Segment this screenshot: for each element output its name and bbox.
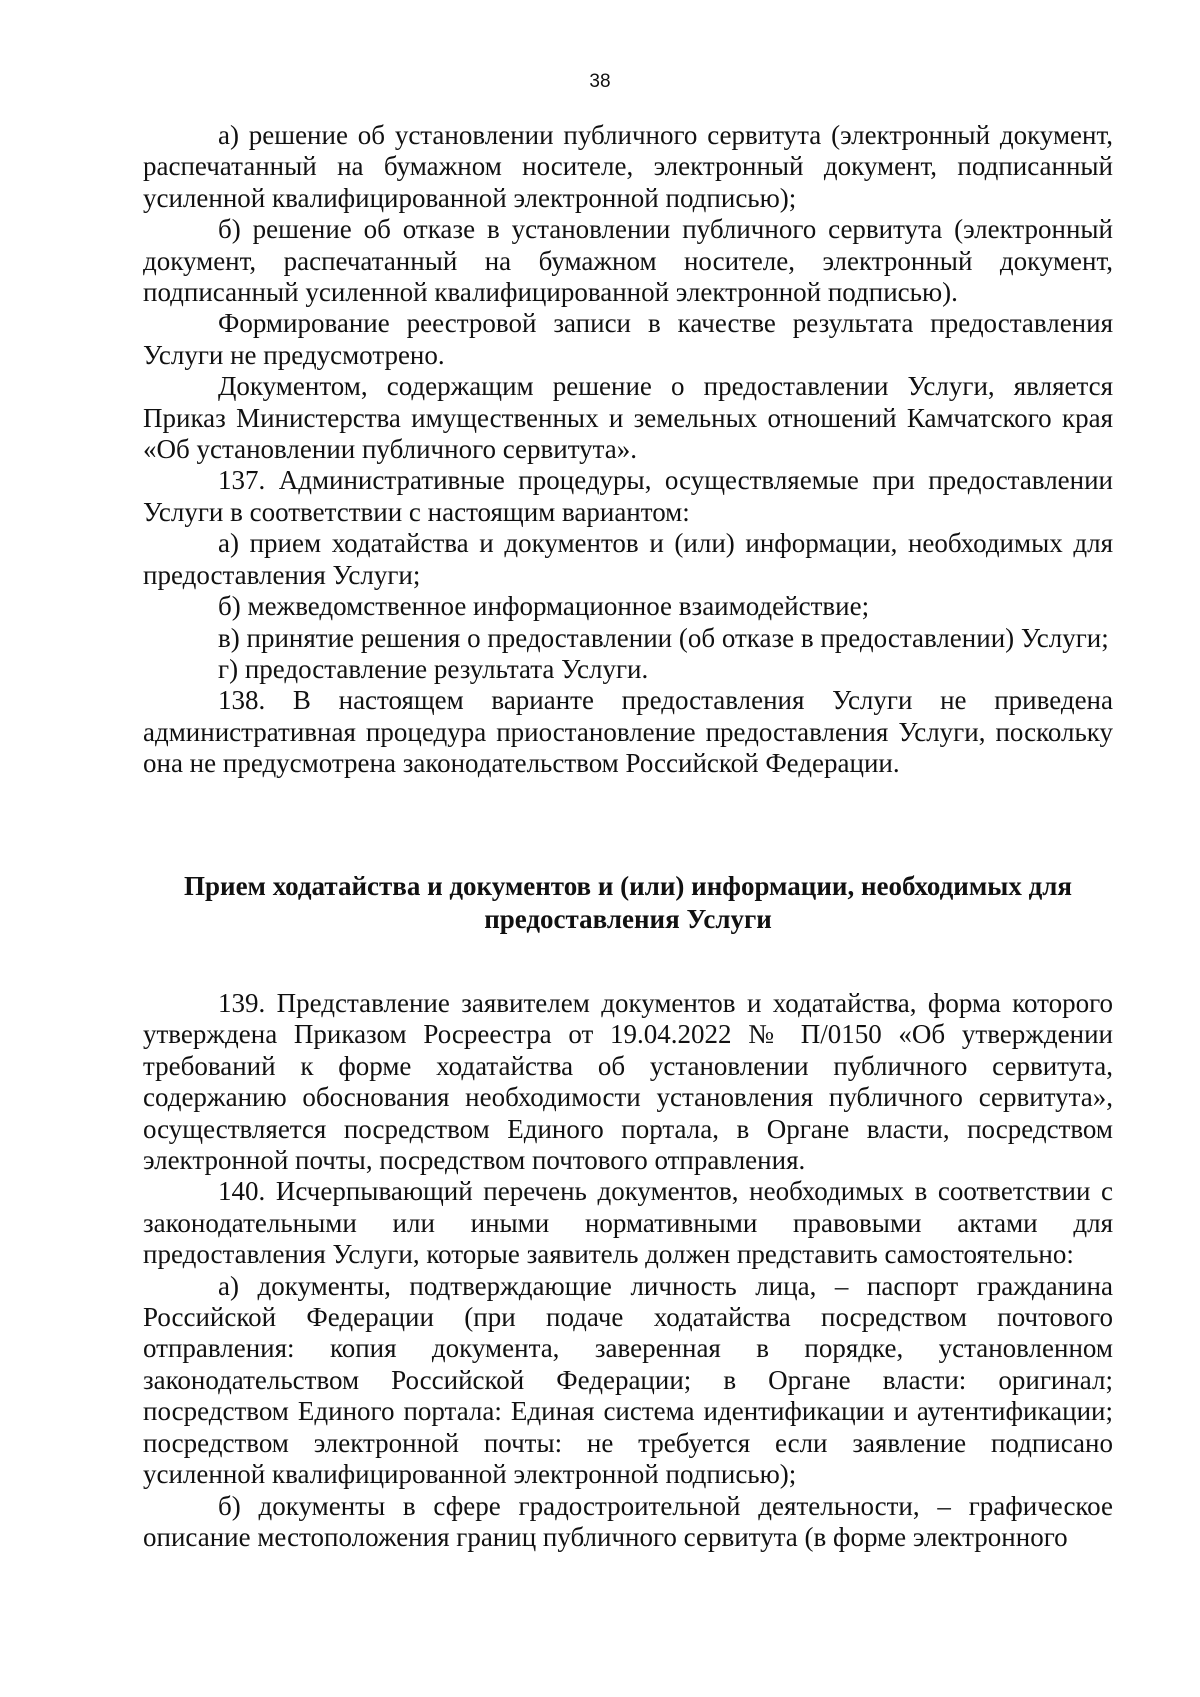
page-number: 38 (589, 71, 611, 92)
body-text-after-heading (143, 988, 1113, 1553)
paragraph-137-b: б) межведомственное информационное взаимодействие; (218, 591, 870, 622)
paragraph-decision-refused: б) решение об отказе в установлении публичного сервитута (электронный документ, распечатанный на бумажном носителе, электронный документ, подписанный усиленной квалифицированной электронной подписью). (143, 214, 1113, 308)
section-heading: Прием ходатайства и документов и (или) информации, необходимых для предоставления Услуги (184, 871, 1072, 934)
paragraph-decision-established: а) решение об установлении публичного сервитута (электронный документ, распечатанный на бумажном носителе, электронный документ, подписанный усиленной квалифицированной электронной подписью); (143, 120, 1113, 213)
paragraph-137-d: г) предоставление результата Услуги. (218, 653, 649, 684)
paragraph-140-a: а) документы, подтверждающие личность лица, – паспорт гражданина Российской Федерации (при подаче ходатайства посредством почтового отправления: копия документа, заверенная в порядке, установленном законодательством Российской Федерации; в Органе власти: оригинал; посредством Единого портала: Единая система идентификации и аутентификации; посредством электронной почты: не требуется если заявление подписано усиленной квалифицированной электронной подписью); (143, 1270, 1113, 1490)
paragraph-138: 138. В настоящем варианте предоставления Услуги не приведена административная процедура приостановление предоставления Услуги, поскольку она не предусмотрена законодательством Российской Федерации. (143, 685, 1113, 779)
paragraph-decision-document: Документом, содержащим решение о предоставлении Услуги, является Приказ Министерства имущественных и земельных отношений Камчатского края «Об установлении публичного сервитута». (143, 371, 1113, 465)
paragraph-registry-record: Формирование реестровой записи в качестве результата предоставления Услуги не предусмотрено. (143, 308, 1113, 370)
paragraph-137-a: а) прием ходатайства и документов и (или) информации, необходимых для предоставления Услуги; (143, 528, 1113, 590)
paragraph-140-b: б) документы в сфере градостроительной деятельности, – графическое описание местоположения границ публичного сервитута (в форме электронного (143, 1490, 1113, 1552)
paragraph-139: 139. Представление заявителем документов и ходатайства, форма которого утверждена Приказом Росреестра от 19.04.2022 № П/0150 «Об утверждении требований к форме ходатайства об установлении публичного сервитута, содержанию обоснования необходимости установления публичного сервитута», осуществляется посредством Единого портала, в Органе власти, посредством электронной почты, посредством почтового отправления. (143, 988, 1113, 1176)
paragraph-137-c: в) принятие решения о предоставлении (об отказе в предоставлении) Услуги; (218, 622, 1109, 653)
body-text-before-heading (143, 120, 1113, 780)
paragraph-140: 140. Исчерпывающий перечень документов, необходимых в соответствии с законодательными или иными нормативными правовыми актами для предоставления Услуги, которые заявитель должен представить самостоятельно: (143, 1176, 1113, 1270)
paragraph-137: 137. Административные процедуры, осуществляемые при предоставлении Услуги в соответствии с настоящим вариантом: (143, 465, 1113, 527)
